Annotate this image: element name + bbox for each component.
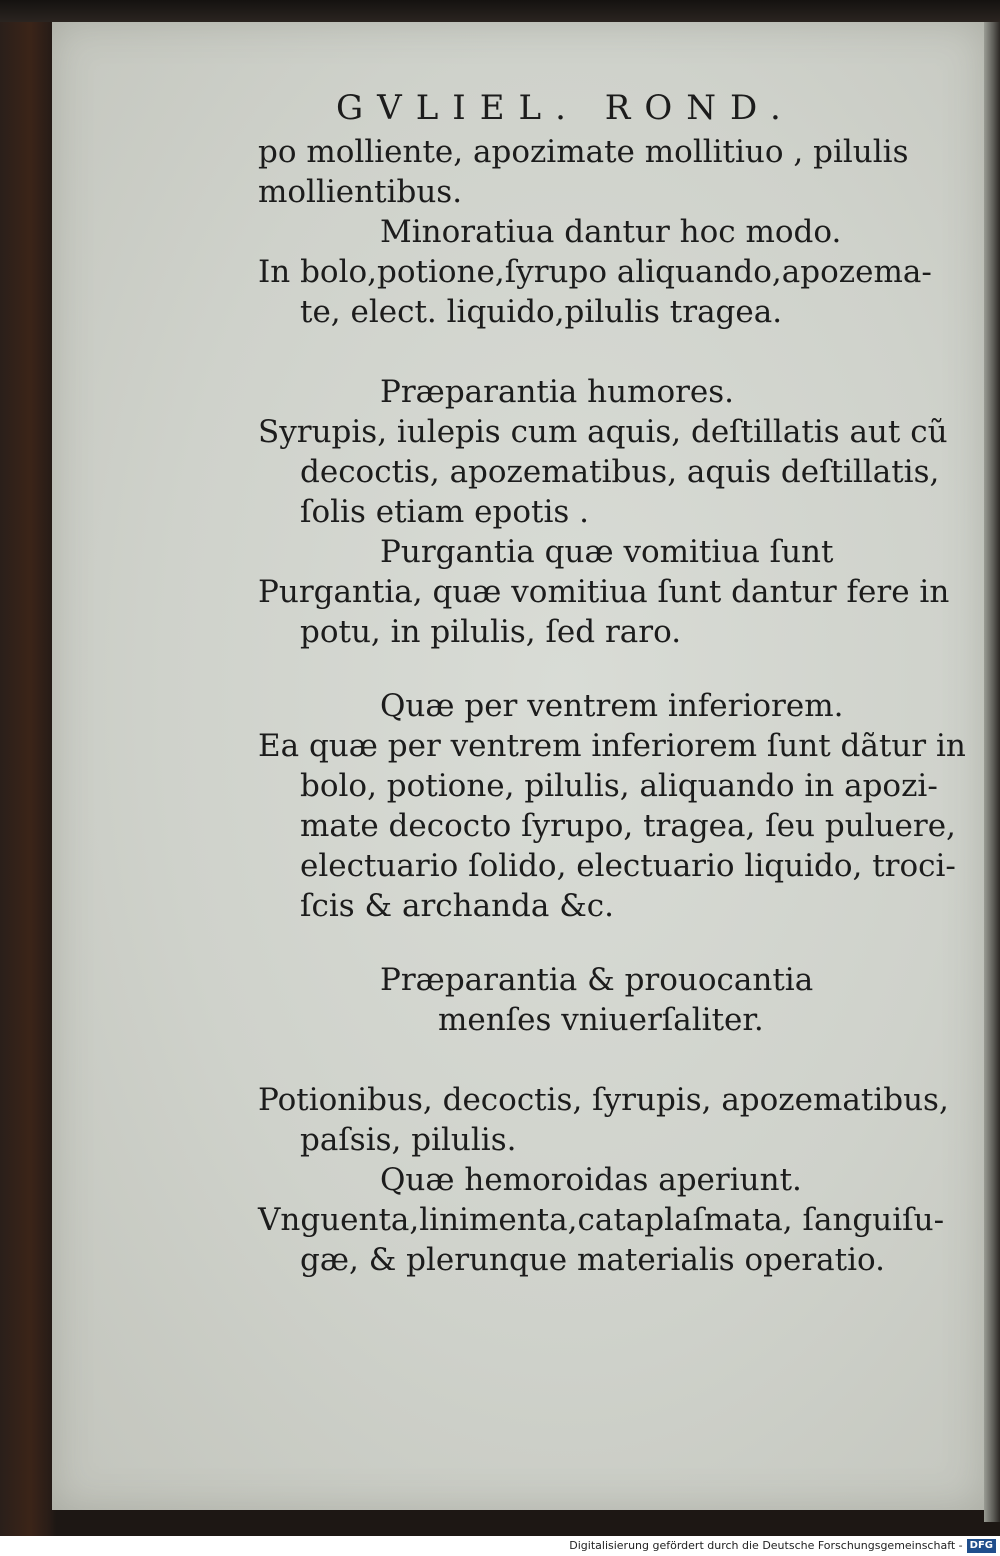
- section-heading: menſes vniuerſaliter.: [438, 1002, 764, 1038]
- text-line: Syrupis, iulepis cum aquis, deſtillatis aut cũ: [258, 414, 948, 450]
- spacer: [258, 926, 918, 960]
- text-line: mollientibus.: [258, 174, 463, 210]
- text-line: gæ, & plerunque materialis operatio.: [300, 1242, 885, 1278]
- section-heading: Quæ per ventrem inferiorem.: [380, 688, 844, 724]
- spacer: [258, 652, 918, 686]
- text-line: te, elect. liquido,pilulis tragea.: [300, 294, 783, 330]
- text-line: Purgantia, quæ vomitiua ſunt dantur fere in: [258, 574, 950, 610]
- text-line: po molliente, apozimate mollitiuo , pilulis: [258, 134, 909, 170]
- text-line: Ea quæ per ventrem inferiorem ſunt dãtur in: [258, 728, 966, 764]
- spacer: [258, 332, 918, 372]
- section-heading: Præparantia humores.: [380, 374, 735, 410]
- running-title: GVLIEL. ROND.: [336, 88, 795, 128]
- text-line: potu, in pilulis, ſed raro.: [300, 614, 682, 650]
- digitization-credit-bar: [0, 1536, 1000, 1556]
- text-line: bolo, potione, pilulis, aliquando in apozi-: [300, 768, 938, 804]
- section-heading: Purgantia quæ vomitiua ſunt: [380, 534, 834, 570]
- text-line: Potionibus, decoctis, ſyrupis, apozematibus,: [258, 1082, 949, 1118]
- spacer: [258, 1040, 918, 1080]
- text-line: In bolo,potione,ſyrupo aliquando,apozema-: [258, 254, 932, 290]
- text-line: ſcis & archanda &c.: [300, 888, 615, 924]
- text-line: electuario ſolido, electuario liquido, troci-: [300, 848, 956, 884]
- text-line: mate decocto ſyrupo, tragea, ſeu puluere,: [300, 808, 956, 844]
- text-line: ſolis etiam epotis .: [300, 494, 590, 530]
- book-right-edge: [984, 22, 1000, 1522]
- section-heading: Quæ hemoroidas aperiunt.: [380, 1162, 802, 1198]
- section-heading: Minoratiua dantur hoc modo.: [380, 214, 842, 250]
- page-text: [258, 84, 966, 1280]
- text-line: paſsis, pilulis.: [300, 1122, 517, 1158]
- text-line: Vnguenta,linimenta,cataplaſmata, ſanguiſu-: [258, 1202, 945, 1238]
- dfg-logo: DFG: [967, 1539, 996, 1553]
- credit-text: Digitalisierung gefördert durch die Deutsche Forschungsgemeinschaft -: [569, 1539, 963, 1552]
- book-top-edge: [0, 0, 1000, 22]
- text-line: decoctis, apozematibus, aquis deſtillatis,: [300, 454, 940, 490]
- section-heading: Præparantia & prouocantia: [380, 962, 814, 998]
